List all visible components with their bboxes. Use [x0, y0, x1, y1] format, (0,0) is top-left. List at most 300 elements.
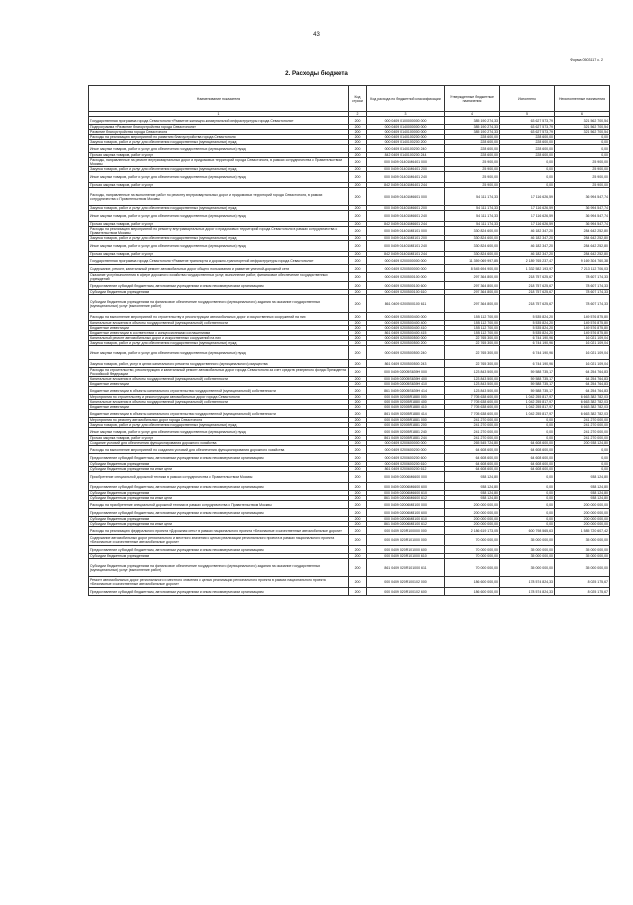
- row-executed: 178 574 824,33: [500, 577, 555, 588]
- row-name: Расходы на приобретение специальной дорожной техники в рамках сотрудничества с Правительством Москвы: [89, 501, 349, 509]
- row-line-code: 200: [349, 313, 367, 321]
- row-executed: 35 000 000,00: [500, 559, 555, 577]
- row-unexecuted: 35 000 000,00: [555, 554, 610, 559]
- row-executed: 600 798 565,63: [500, 527, 555, 535]
- row-classification-code: 000 0409 02005R1880 000: [367, 395, 445, 400]
- row-unexecuted: 6 663 382 782,03: [555, 405, 610, 410]
- row-unexecuted: 9 169 304 760,38: [555, 257, 610, 265]
- row-line-code: 200: [349, 496, 367, 501]
- row-approved: 938 124,80: [445, 472, 500, 483]
- row-unexecuted: 241 270 000,00: [555, 436, 610, 441]
- row-executed: 218 757 625,67: [500, 295, 555, 313]
- row-line-code: 200: [349, 346, 367, 360]
- row-classification-code: 861 0409 0200500400 415: [367, 331, 445, 336]
- row-classification-code: 000 0409 0200600200 000: [367, 446, 445, 454]
- row-line-code: 200: [349, 117, 367, 125]
- row-name: Бюджетные инвестиции в объекты капитального строительства государственной (муниципальной) собственности: [89, 387, 349, 395]
- row-executed: 35 000 000,00: [500, 546, 555, 554]
- row-classification-code: 000 0409 0200600200 610: [367, 462, 445, 467]
- row-classification-code: 000 0409 02005R1880 410: [367, 405, 445, 410]
- row-executed: 0,00: [500, 167, 555, 172]
- row-line-code: 200: [349, 236, 367, 241]
- row-executed: 64 608 600,00: [500, 467, 555, 472]
- row-classification-code: 000 0409 0200000000 000: [367, 257, 445, 265]
- table-row: [89, 257, 610, 265]
- row-line-code: 200: [349, 265, 367, 273]
- row-executed: 17 116 626,59: [500, 188, 555, 206]
- row-name: Субсидии бюджетным учреждениям: [89, 290, 349, 295]
- row-unexecuted: 0,00: [555, 446, 610, 454]
- row-line-code: 200: [349, 368, 367, 377]
- row-line-code: 200: [349, 382, 367, 387]
- table-row: [89, 446, 610, 454]
- row-unexecuted: 0,00: [555, 145, 610, 153]
- row-classification-code: 000 0409 02005S639Н 410: [367, 382, 445, 387]
- row-classification-code: 000 0409 02006М8100 600: [367, 509, 445, 517]
- row-line-code: 200: [349, 577, 367, 588]
- row-executed: 63 627 573,79: [500, 130, 555, 135]
- row-executed: 59 588 735,17: [500, 387, 555, 395]
- row-unexecuted: 0,00: [555, 454, 610, 462]
- row-executed: 1 042 255 817,97: [500, 395, 555, 400]
- row-executed: 0,00: [500, 501, 555, 509]
- row-approved: 22 765 300,00: [445, 346, 500, 360]
- table-row: [89, 577, 610, 588]
- row-executed: 0,00: [500, 483, 555, 491]
- row-classification-code: 000 0409 02006М6600 610: [367, 491, 445, 496]
- row-name: Субсидии бюджетным учреждениям: [89, 554, 349, 559]
- row-classification-code: 000 0409 02005S639Н 000: [367, 368, 445, 377]
- row-name: Предоставление субсидий бюджетным, автономным учреждениям и иным некоммерческим организациям: [89, 454, 349, 462]
- row-executed: 6 744 190,96: [500, 346, 555, 360]
- row-classification-code: 000 0409 0140100200 240: [367, 145, 445, 153]
- row-executed: 2 189 765 237,47: [500, 257, 555, 265]
- table-body: [89, 117, 610, 596]
- row-approved: 938 124,80: [445, 491, 500, 496]
- row-classification-code: 000 0409 02005S639Н 400: [367, 377, 445, 382]
- row-approved: 70 000 000,00: [445, 559, 500, 577]
- row-name: Иные закупки товаров, работ и услуг для обеспечения государственных (муниципальных) нужд: [89, 346, 349, 360]
- row-classification-code: 000 0409 01401М6601 200: [367, 206, 445, 211]
- row-name: Прочая закупка товаров, работ и услуг: [89, 183, 349, 188]
- row-line-code: 200: [349, 527, 367, 535]
- row-classification-code: 000 0409 01401М6601 240: [367, 211, 445, 222]
- row-line-code: 200: [349, 472, 367, 483]
- row-executed: 218 757 625,67: [500, 273, 555, 282]
- row-line-code: 200: [349, 395, 367, 400]
- row-unexecuted: 25 900,00: [555, 172, 610, 183]
- table-row: [89, 360, 610, 368]
- row-approved: 7 705 638 600,00: [445, 395, 500, 400]
- row-executed: 0,00: [500, 172, 555, 183]
- table-row: [89, 346, 610, 360]
- row-executed: 46 182 347,20: [500, 227, 555, 236]
- row-approved: 123 843 500,00: [445, 368, 500, 377]
- row-approved: 385 190 274,33: [445, 130, 500, 135]
- row-unexecuted: 36 994 547,74: [555, 222, 610, 227]
- table-row: [89, 188, 610, 206]
- row-unexecuted: 78 607 174,33: [555, 295, 610, 313]
- row-approved: 7 705 638 600,00: [445, 410, 500, 418]
- row-line-code: 200: [349, 387, 367, 395]
- row-line-code: 200: [349, 241, 367, 252]
- table-row: [89, 265, 610, 273]
- row-name: Капитальные вложения в объекты государственной (муниципальной) собственности: [89, 377, 349, 382]
- row-approved: 186 600 000,00: [445, 577, 500, 588]
- row-executed: 17 116 626,59: [500, 206, 555, 211]
- row-classification-code: 000 0409 0140100000 000: [367, 130, 445, 135]
- row-line-code: 200: [349, 252, 367, 257]
- row-executed: 5 535 824,20: [500, 331, 555, 336]
- row-name: Закупка товаров, работ и услуг для обеспечения государственных (муниципальных) нужд: [89, 140, 349, 145]
- row-executed: 1 332 582 193,97: [500, 265, 555, 273]
- row-name: Субсидии бюджетным учреждениям: [89, 491, 349, 496]
- row-approved: 155 112 700,00: [445, 313, 500, 321]
- row-line-code: 200: [349, 341, 367, 346]
- row-approved: 123 843 500,00: [445, 377, 500, 382]
- row-name: Расходы, направленные на ремонт внутриквартальных дорог и придомовых территорий города Севастополя, в рамках сотрудничества с Правительством Москвы: [89, 158, 349, 167]
- row-classification-code: 000 0409 0200500400 400: [367, 321, 445, 326]
- row-classification-code: 000 0409 02005R1880 400: [367, 400, 445, 405]
- row-approved: 8 545 694 900,00: [445, 265, 500, 273]
- row-unexecuted: 938 124,80: [555, 472, 610, 483]
- row-name: Прочая закупка товаров, работ и услуг: [89, 436, 349, 441]
- row-executed: 17 116 626,59: [500, 222, 555, 227]
- row-name: Закупка товаров, работ и услуг для обеспечения государственных (муниципальных) нужд: [89, 423, 349, 428]
- row-executed: 218 757 625,67: [500, 290, 555, 295]
- row-name: Бюджетные инвестиции: [89, 405, 349, 410]
- row-line-code: 200: [349, 125, 367, 130]
- row-unexecuted: 25 900,00: [555, 167, 610, 172]
- row-line-code: 200: [349, 441, 367, 446]
- row-line-code: 200: [349, 331, 367, 336]
- row-line-code: 200: [349, 295, 367, 313]
- row-classification-code: 861 0409 02006М6600 612: [367, 496, 445, 501]
- row-unexecuted: 241 270 000,00: [555, 423, 610, 428]
- row-approved: 241 270 000,00: [445, 428, 500, 436]
- row-executed: 1 042 255 817,97: [500, 410, 555, 418]
- row-line-code: 200: [349, 588, 367, 596]
- row-unexecuted: 16 021 109,04: [555, 341, 610, 346]
- row-name: Государственная программа города Севастополя «Развитие транспорта и дорожно-транспортной инфраструктуры города Севастополя»: [89, 257, 349, 265]
- row-name: Содержание, ремонт, капитальный ремонт автомобильных дорог общего пользования и развитие уличной-дорожной сети: [89, 265, 349, 273]
- row-name: Иные закупки товаров, работ и услуг для обеспечения государственных (муниципальных) нужд: [89, 428, 349, 436]
- table-row: [89, 117, 610, 125]
- row-unexecuted: 241 270 000,00: [555, 428, 610, 436]
- row-classification-code: 000 0409 02005R1881 240: [367, 428, 445, 436]
- row-approved: 228 600,00: [445, 153, 500, 158]
- row-unexecuted: 149 576 875,80: [555, 313, 610, 321]
- column-number: 3: [367, 112, 445, 117]
- row-name: Капитальный ремонт автомобильных дорог и искусственных сооружений на них: [89, 336, 349, 341]
- row-approved: 297 364 800,00: [445, 290, 500, 295]
- row-name: Развитие благоустройства города Севастополя: [89, 130, 349, 135]
- row-name: Предоставление субсидий бюджетным, автономным учреждениям и иным некоммерческим организациям: [89, 546, 349, 554]
- row-name: Государственная программа города Севастополя «Развитие жилищно-коммунальной инфраструктуры города Севастополя»: [89, 117, 349, 125]
- row-approved: 70 000 000,00: [445, 535, 500, 546]
- row-executed: 0,00: [500, 509, 555, 517]
- row-executed: 6 744 190,96: [500, 360, 555, 368]
- row-executed: 228 600,00: [500, 135, 555, 140]
- row-approved: 938 124,80: [445, 483, 500, 491]
- row-executed: 218 757 625,67: [500, 282, 555, 290]
- row-unexecuted: 6 663 382 782,03: [555, 410, 610, 418]
- row-approved: 228 600,00: [445, 135, 500, 140]
- table-row: [89, 227, 610, 236]
- row-name: Субсидии бюджетным учреждениям: [89, 517, 349, 522]
- row-approved: 228 600,00: [445, 140, 500, 145]
- row-classification-code: 000 0409 020R100000 000: [367, 527, 445, 535]
- row-classification-code: 000 0409 01401М6401 240: [367, 172, 445, 183]
- table-row: [89, 428, 610, 436]
- table-row: [89, 535, 610, 546]
- row-line-code: 200: [349, 501, 367, 509]
- row-classification-code: 000 0409 02005R1881 000: [367, 418, 445, 423]
- row-executed: 46 182 347,20: [500, 252, 555, 257]
- row-executed: 64 608 600,00: [500, 454, 555, 462]
- row-unexecuted: 64 254 764,83: [555, 382, 610, 387]
- row-approved: 200 000 000,00: [445, 522, 500, 527]
- row-name: Приобретение специальной дорожной техники в рамках сотрудничества с Правительством Москвы: [89, 472, 349, 483]
- row-approved: 11 359 069 997,85: [445, 257, 500, 265]
- row-name: Прочая закупка товаров, работ и услуг: [89, 222, 349, 227]
- row-line-code: 200: [349, 462, 367, 467]
- row-approved: 2 186 619 173,05: [445, 527, 500, 535]
- row-classification-code: 000 0409 0200500100 600: [367, 282, 445, 290]
- row-unexecuted: 35 000 000,00: [555, 535, 610, 546]
- table-row: [89, 313, 610, 321]
- row-name: Субсидии бюджетным учреждениям на иные цели: [89, 522, 349, 527]
- row-approved: 241 270 000,00: [445, 423, 500, 428]
- row-executed: 0,00: [500, 517, 555, 522]
- row-classification-code: 000 0409 020R100102 600: [367, 588, 445, 596]
- row-line-code: 200: [349, 257, 367, 265]
- row-executed: 228 600,00: [500, 153, 555, 158]
- row-approved: 297 364 800,00: [445, 295, 500, 313]
- row-classification-code: 861 0409 02005R1881 244: [367, 436, 445, 441]
- row-classification-code: 000 0409 02006М6600 000: [367, 472, 445, 483]
- table-row: [89, 145, 610, 153]
- table-row: [89, 546, 610, 554]
- row-line-code: 200: [349, 360, 367, 368]
- row-unexecuted: 8 025 175,67: [555, 577, 610, 588]
- row-executed: 0,00: [500, 496, 555, 501]
- row-approved: 330 824 600,00: [445, 252, 500, 257]
- row-unexecuted: 938 124,80: [555, 496, 610, 501]
- row-executed: 35 000 000,00: [500, 535, 555, 546]
- row-unexecuted: 6 663 382 782,03: [555, 395, 610, 400]
- row-classification-code: 000 0409 0200500000 000: [367, 265, 445, 273]
- row-approved: 330 824 600,00: [445, 241, 500, 252]
- table-row: [89, 472, 610, 483]
- row-unexecuted: 200 938 124,80: [555, 441, 610, 446]
- row-line-code: 200: [349, 153, 367, 158]
- row-unexecuted: 284 642 252,80: [555, 252, 610, 257]
- row-approved: 7 705 638 600,00: [445, 400, 500, 405]
- row-executed: 0,00: [500, 158, 555, 167]
- row-name: Мероприятия по ремонту автомобильных дорог города Севастополя: [89, 418, 349, 423]
- row-line-code: 200: [349, 183, 367, 188]
- table-row: [89, 172, 610, 183]
- row-classification-code: 861 0409 02005R1880 414: [367, 410, 445, 418]
- row-approved: 297 364 800,00: [445, 282, 500, 290]
- table-row: [89, 241, 610, 252]
- row-executed: 0,00: [500, 423, 555, 428]
- row-approved: 241 270 000,00: [445, 418, 500, 423]
- row-approved: 70 000 000,00: [445, 554, 500, 559]
- row-line-code: 200: [349, 321, 367, 326]
- row-classification-code: 000 0409 02005R1881 200: [367, 423, 445, 428]
- row-unexecuted: 321 562 700,54: [555, 130, 610, 135]
- row-executed: 5 535 824,20: [500, 321, 555, 326]
- table-row: [89, 501, 610, 509]
- row-line-code: 200: [349, 167, 367, 172]
- row-name: Иные закупки товаров, работ и услуг для обеспечения государственных (муниципальных) нужд: [89, 172, 349, 183]
- row-line-code: 200: [349, 418, 367, 423]
- table-row: [89, 559, 610, 577]
- row-executed: 46 182 347,20: [500, 241, 555, 252]
- row-unexecuted: 8 025 175,67: [555, 588, 610, 596]
- row-approved: 54 111 174,33: [445, 206, 500, 211]
- row-classification-code: 861 0409 02005S639Н 414: [367, 387, 445, 395]
- row-executed: 0,00: [500, 472, 555, 483]
- row-name: Предоставление субсидий бюджетным, автономным учреждениям и иным некоммерческим организациям: [89, 483, 349, 491]
- row-line-code: 200: [349, 273, 367, 282]
- row-line-code: 200: [349, 446, 367, 454]
- table-header-row: [89, 86, 610, 112]
- row-name: Расходы, направленные на выполнение работ по ремонту внутриквартальных дорог и придомовых территорий города Севастополя, в рамках сотрудничества с Правительством Москвы: [89, 188, 349, 206]
- row-unexecuted: 36 994 547,74: [555, 206, 610, 211]
- row-line-code: 200: [349, 423, 367, 428]
- row-approved: 64 608 600,00: [445, 446, 500, 454]
- table-row: [89, 410, 610, 418]
- row-unexecuted: 78 607 174,33: [555, 290, 610, 295]
- row-line-code: 200: [349, 227, 367, 236]
- row-executed: 6 744 190,96: [500, 341, 555, 346]
- row-approved: 241 270 000,00: [445, 436, 500, 441]
- row-unexecuted: 938 124,80: [555, 491, 610, 496]
- row-classification-code: 000 0409 01401М6401 200: [367, 167, 445, 172]
- row-name: Бюджетные инвестиции: [89, 382, 349, 387]
- row-classification-code: 000 0409 0200500500 200: [367, 341, 445, 346]
- row-name: Субсидии бюджетным учреждениям на финансовое обеспечение государственного (муниципального) задания на оказание государственных (муниципальных) услуг (выполнение работ): [89, 559, 349, 577]
- row-classification-code: 842 0409 01401М8101 244: [367, 252, 445, 257]
- row-line-code: 200: [349, 211, 367, 222]
- table-row: [89, 158, 610, 167]
- row-classification-code: 000 0409 0200500100 000: [367, 273, 445, 282]
- row-executed: 35 000 000,00: [500, 554, 555, 559]
- column-number: 4: [445, 112, 500, 117]
- row-approved: 22 765 300,00: [445, 360, 500, 368]
- row-classification-code: 000 0409 0200600000 000: [367, 441, 445, 446]
- row-approved: 297 364 800,00: [445, 273, 500, 282]
- row-classification-code: 000 0409 0200500500 000: [367, 336, 445, 341]
- row-classification-code: 861 0409 0200600200 612: [367, 467, 445, 472]
- row-approved: 186 600 000,00: [445, 588, 500, 596]
- row-executed: 1 042 255 817,97: [500, 400, 555, 405]
- row-classification-code: 000 0409 01401М6401 000: [367, 158, 445, 167]
- row-approved: 22 765 300,00: [445, 336, 500, 341]
- row-line-code: 200: [349, 336, 367, 341]
- row-executed: 0,00: [500, 183, 555, 188]
- row-classification-code: 000 0409 02006М6600 600: [367, 483, 445, 491]
- table-row: [89, 368, 610, 377]
- row-classification-code: 000 0409 0100000000 000: [367, 117, 445, 125]
- row-unexecuted: 16 021 109,04: [555, 360, 610, 368]
- row-line-code: 200: [349, 467, 367, 472]
- row-executed: 5 535 824,20: [500, 313, 555, 321]
- row-unexecuted: 6 663 382 782,03: [555, 400, 610, 405]
- row-classification-code: 000 0409 0140000000 000: [367, 125, 445, 130]
- row-approved: 200 000 000,00: [445, 501, 500, 509]
- row-name: Оказание услуг/выполнения в сфере дорожного хозяйства государственных услуг, выполнение работ, финансовое обеспечение государственных учреждений: [89, 273, 349, 282]
- row-approved: 22 765 300,00: [445, 341, 500, 346]
- row-name: Иные закупки товаров, работ и услуг для обеспечения государственных (муниципальных) нужд: [89, 211, 349, 222]
- row-executed: 17 116 626,59: [500, 211, 555, 222]
- row-name: Расходы на выполнение мероприятий по строительству и реконструкции автомобильных дорог и искусственных сооружений на них: [89, 313, 349, 321]
- row-executed: 0,00: [500, 436, 555, 441]
- row-line-code: 200: [349, 326, 367, 331]
- row-unexecuted: 321 562 700,54: [555, 125, 610, 130]
- row-approved: 54 111 174,33: [445, 222, 500, 227]
- row-unexecuted: 284 642 252,80: [555, 241, 610, 252]
- row-unexecuted: 16 021 109,04: [555, 336, 610, 341]
- row-name: Предоставление субсидий бюджетным, автономным учреждениям и иным некоммерческим организациям: [89, 588, 349, 596]
- row-unexecuted: 149 576 875,80: [555, 331, 610, 336]
- row-line-code: 200: [349, 410, 367, 418]
- table-row: [89, 273, 610, 282]
- table-row: [89, 295, 610, 313]
- row-name: Расходы на реализацию мероприятий по развитию благоустройства города Севастополя: [89, 135, 349, 140]
- row-name: Субсидии бюджетным учреждениям на финансовое обеспечение государственного (муниципального) задания на оказание государственных (муниципальных) услуг (выполнение работ): [89, 295, 349, 313]
- row-executed: 59 588 735,17: [500, 368, 555, 377]
- row-classification-code: 861 0409 020R101000 611: [367, 559, 445, 577]
- header-classification-code: Код расхода по бюджетной классификации: [367, 86, 445, 112]
- header-approved: Утвержденные бюджетные назначения: [445, 86, 500, 112]
- row-unexecuted: 241 270 000,00: [555, 418, 610, 423]
- row-name: Расходы на реализацию мероприятий по ремонту внутриквартальных дорог и придомовых территорий города Севастополя в рамках сотрудничества с Правительством Москвы: [89, 227, 349, 236]
- row-classification-code: 000 0409 0200600200 600: [367, 454, 445, 462]
- row-executed: 64 608 600,00: [500, 446, 555, 454]
- row-line-code: 200: [349, 522, 367, 527]
- column-number: 1: [89, 112, 349, 117]
- row-unexecuted: 938 124,80: [555, 483, 610, 491]
- row-classification-code: 000 0409 020R101000 600: [367, 546, 445, 554]
- row-classification-code: 861 0409 0200500500 243: [367, 360, 445, 368]
- row-approved: 155 112 700,00: [445, 326, 500, 331]
- row-unexecuted: 1 585 720 607,42: [555, 527, 610, 535]
- row-executed: 228 600,00: [500, 145, 555, 153]
- row-line-code: 200: [349, 140, 367, 145]
- column-number: 5: [500, 112, 555, 117]
- row-approved: 54 111 174,33: [445, 188, 500, 206]
- table-row: [89, 483, 610, 491]
- row-approved: 385 190 274,33: [445, 117, 500, 125]
- row-unexecuted: 149 576 875,80: [555, 326, 610, 331]
- row-name: Мероприятия по строительству и реконструкции автомобильных дорог города Севастополя: [89, 395, 349, 400]
- row-name: Предоставление субсидий бюджетным, автономным учреждениям и иным некоммерческим организациям: [89, 509, 349, 517]
- row-classification-code: 000 0409 01401М8101 240: [367, 241, 445, 252]
- row-unexecuted: 25 900,00: [555, 158, 610, 167]
- row-line-code: 200: [349, 559, 367, 577]
- row-line-code: 200: [349, 158, 367, 167]
- header-executed: Исполнено: [500, 86, 555, 112]
- row-approved: 200 000 000,00: [445, 509, 500, 517]
- header-line-code: Код строки: [349, 86, 367, 112]
- row-approved: 54 111 174,33: [445, 211, 500, 222]
- row-line-code: 200: [349, 483, 367, 491]
- row-name: Иные закупки товаров, работ и услуг для обеспечения государственных (муниципальных) нужд: [89, 145, 349, 153]
